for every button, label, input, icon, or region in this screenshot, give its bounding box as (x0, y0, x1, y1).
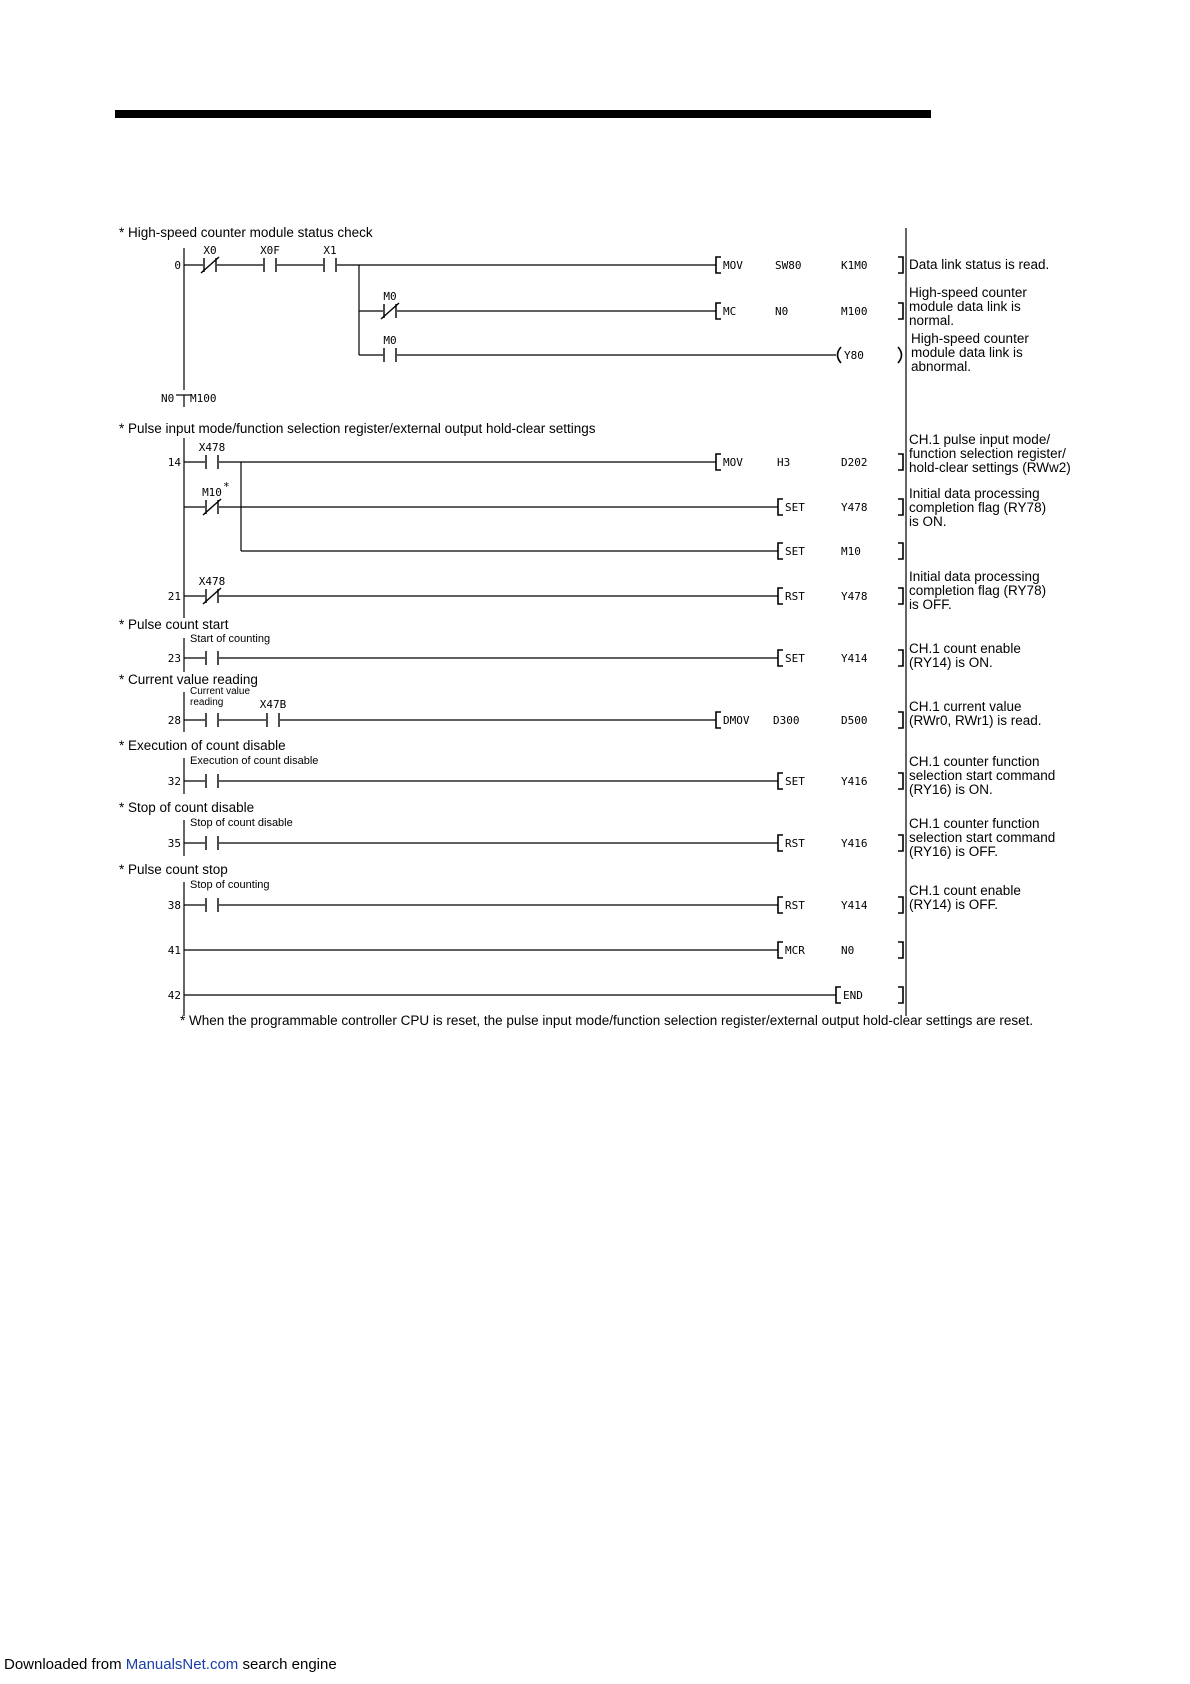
instr-arg: Y414 (841, 899, 868, 912)
contact-m0-nc (381, 303, 399, 319)
contact-label: X0F (260, 244, 280, 257)
footer-prefix: Downloaded from (4, 1656, 126, 1673)
instr-arg: Y478 (841, 590, 868, 603)
instr-op: MC (723, 305, 737, 318)
comment-current-value: CH.1 current value (RWr0, RWr1) is read. (909, 699, 1042, 728)
instr-arg: M100 (841, 305, 868, 318)
contact-x478-nc (203, 588, 221, 604)
instr-op: DMOV (723, 714, 750, 727)
instr-op: RST (785, 590, 805, 603)
section-disable-title: * Execution of count disable (119, 738, 286, 753)
contact-m10-nc (203, 499, 221, 515)
contact-label: M0 (383, 290, 397, 303)
contact-read-no (205, 713, 219, 727)
condition-label-start: Start of counting (190, 633, 271, 645)
instr-arg: SW80 (775, 259, 802, 272)
instr-arg: Y416 (841, 837, 868, 850)
instr-arg: Y478 (841, 501, 868, 514)
step-number: 38 (167, 899, 181, 912)
contact-x478-no (205, 455, 219, 469)
instr-arg: H3 (777, 456, 791, 469)
instr-arg: D300 (773, 714, 800, 727)
step-number: 35 (167, 837, 181, 850)
contact-start-no (205, 651, 219, 665)
contact-x0f-no (263, 258, 277, 272)
instr-op: MOV (723, 456, 743, 469)
comment-init-on: Initial data processing completion flag (RY78) is ON. (909, 486, 1047, 529)
section-stopdisable-title: * Stop of count disable (119, 800, 255, 815)
instr-op: MOV (723, 259, 743, 272)
instr-arg: M10 (841, 545, 861, 558)
instr-op: END (843, 989, 863, 1002)
step-number: 41 (167, 944, 181, 957)
contact-stop-no (205, 898, 219, 912)
comment-link-abnormal: High-speed counter module data link is abnormal. (911, 331, 1029, 374)
section-stop-title: * Pulse count stop (119, 862, 228, 877)
comment-data-link-status: Data link status is read. (909, 257, 1050, 272)
contact-stopdisable-no (205, 836, 219, 850)
comment-link-normal: High-speed counter module data link is normal. (909, 285, 1027, 328)
step-number: 23 (167, 652, 181, 665)
contact-label: M10 (202, 486, 222, 499)
contact-label: X1 (323, 244, 337, 257)
comment-init-off: Initial data processing completion flag (RY78) is OFF. (909, 569, 1047, 612)
instr-arg: D202 (841, 456, 868, 469)
instr-op: MCR (785, 944, 805, 957)
comment-counter-func-off: CH.1 counter function selection start command (RY16) is OFF. (909, 816, 1056, 859)
instr-arg: K1M0 (841, 259, 868, 272)
comment-counter-func-on: CH.1 counter function selection start command (RY16) is ON. (909, 754, 1056, 797)
instr-arg: Y416 (841, 775, 868, 788)
condition-label-disable: Execution of count disable (190, 755, 319, 767)
step-number: 32 (167, 775, 181, 788)
comment-count-enable-off: CH.1 count enable (RY14) is OFF. (909, 883, 1021, 912)
m10-note-mark: * (223, 480, 230, 493)
step-number: 14 (167, 456, 181, 469)
contact-x0-nc (201, 257, 219, 273)
step-number: 0 (174, 259, 181, 272)
contact-label: X0 (203, 244, 217, 257)
contact-m0-no (383, 348, 397, 362)
instr-op: SET (785, 501, 805, 514)
contact-disable-no (205, 774, 219, 788)
download-footer (4, 1656, 337, 1673)
instr-op: RST (785, 837, 805, 850)
contact-label: M0 (383, 334, 397, 347)
instr-op: SET (785, 775, 805, 788)
condition-label-read-1: Current value (190, 686, 251, 697)
instr-op: Y80 (844, 349, 864, 362)
instr-op: RST (785, 899, 805, 912)
comment-count-enable-on: CH.1 count enable (RY14) is ON. (909, 641, 1021, 670)
contact-label: X47B (259, 698, 287, 711)
instr-arg: D500 (841, 714, 868, 727)
step-number: 21 (167, 590, 181, 603)
section-init-title: * Pulse input mode/function selection register/external output hold-clear settings (119, 421, 596, 436)
reset-note: * When the programmable controller CPU is reset, the pulse input mode/function selection register/external output hold-clear settings are reset. (180, 1013, 1034, 1028)
contact-x1-no (323, 258, 337, 272)
mc-marker-m: M100 (190, 392, 217, 405)
condition-label-stopdisable: Stop of count disable (190, 817, 293, 829)
condition-label-stop: Stop of counting (190, 879, 270, 891)
section-start-title: * Pulse count start (119, 617, 229, 632)
contact-label: X478 (198, 441, 226, 454)
instr-arg: Y414 (841, 652, 868, 665)
contact-label: X478 (198, 575, 226, 588)
contact-x47b-no (266, 713, 280, 727)
step-number: 28 (167, 714, 181, 727)
mc-marker-n: N0 (161, 392, 175, 405)
step-number: 42 (167, 989, 181, 1002)
instr-op: SET (785, 652, 805, 665)
comment-ch1-settings: CH.1 pulse input mode/ function selection register/ hold-clear settings (RWw2) (909, 432, 1071, 475)
instr-arg: N0 (841, 944, 855, 957)
instr-op: SET (785, 545, 805, 558)
manualsnet-link[interactable]: ManualsNet.com (125, 1656, 239, 1673)
instruction-texts (723, 259, 868, 1002)
condition-label-read-2: reading (190, 697, 224, 708)
instr-arg: N0 (775, 305, 789, 318)
footer-suffix: search engine (238, 1656, 337, 1673)
section-read-title: * Current value reading (119, 672, 258, 687)
section-status-title: * High-speed counter module status check (119, 225, 373, 240)
